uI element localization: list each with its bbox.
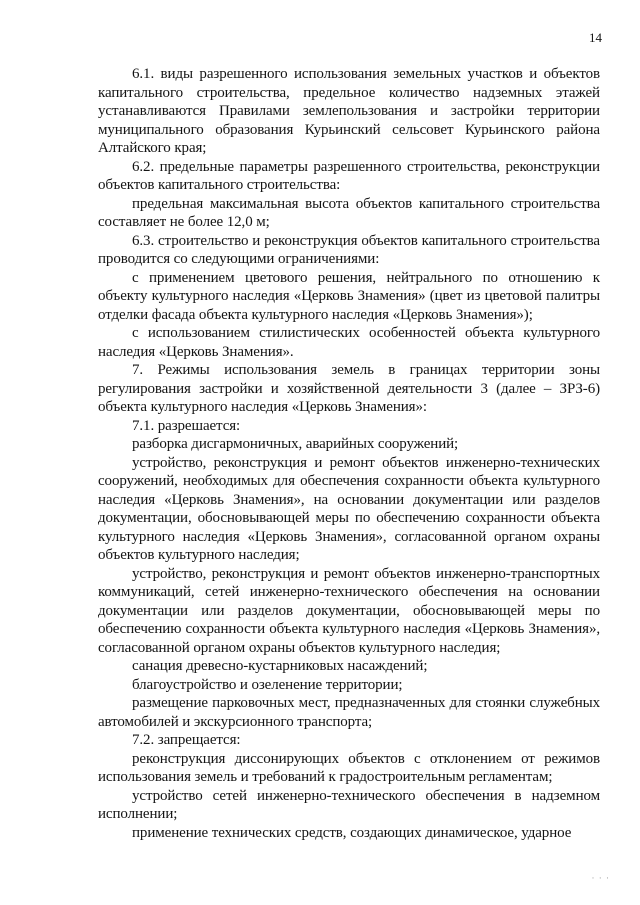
- paragraph-technical-means: применение технических средств, создающих динамическое, ударное: [132, 824, 572, 841]
- paragraph-6-1: 6.1. виды разрешенного использования земельных участков и объектов капитального строительства, предельное количество надземных этажей устанавливаются Правилами землепользования и застройки территории муниципального образования Курьинский сельсовет Курьинского района Алтайского края;: [98, 66, 600, 156]
- paragraph-engineering-structures: устройство, реконструкция и ремонт объектов инженерно-технических сооружений, необходимых для обеспечения сохранности объекта культурного наследия «Церковь Знамения», на основании документации или разделов документации, обосновывающей меры по обеспечению сохранности объекта культурного наследия «Церковь Знамения», согласованной органом охраны объектов культурного наследия;: [98, 454, 600, 563]
- paragraph-engineering-networks: устройство, реконструкция и ремонт объектов инженерно-транспортных коммуникаций, сетей инженерно-технического обеспечения на основании документации или разделов документации, обосновывающей меры по обеспечению сохранности объекта культурного наследия «Церковь Знамения», согласованной органом охраны объектов культурного наследия;: [98, 565, 600, 656]
- paragraph-6-3: 6.3. строительство и реконструкция объектов капитального строительства проводится со следующими ограничениями:: [98, 232, 600, 267]
- paragraph-disassembly: разборка дисгармоничных, аварийных сооружений;: [132, 436, 459, 452]
- paragraph-landscaping: благоустройство и озеленение территории;: [132, 676, 403, 693]
- paragraph-stylistic-features: с использованием стилистических особенностей объекта культурного наследия «Церковь Знамения».: [98, 325, 600, 360]
- paragraph-7-1: 7.1. разрешается:: [132, 417, 241, 434]
- paragraph-sanitation: санация древесно-кустарниковых насаждений;: [132, 658, 428, 674]
- paragraph-dissonant-objects: реконструкция диссонирующих объектов с отклонением от режимов использования земель и требований к градостроительным регламентам;: [98, 750, 600, 785]
- paragraph-color-solution: с применением цветового решения, нейтрального по отношению к объекту культурного наследия «Церковь Знамения» (цвет из цветовой палитры отделки фасада объекта культурного наследия «Церковь Знамения»);: [98, 269, 600, 323]
- paragraph-7-2: 7.2. запрещается:: [132, 732, 241, 748]
- paragraph-7: 7. Режимы использования земель в границах территории зоны регулирования застройки и хозяйственной деятельности 3 (далее – ЗРЗ-6) объекта культурного наследия «Церковь Знамения»:: [98, 362, 600, 415]
- paragraph-parking: размещение парковочных мест, предназначенных для стоянки служебных автомобилей и экскурсионного транспорта;: [98, 695, 600, 730]
- paragraph-6-2: 6.2. предельные параметры разрешенного строительства, реконструкции объектов капитального строительства:: [98, 158, 600, 193]
- page-number: 14: [589, 30, 602, 45]
- paragraph-above-ground-networks: устройство сетей инженерно-технического обеспечения в надземном исполнении;: [98, 787, 600, 822]
- scan-artifact: · · ·: [591, 873, 610, 883]
- document-body: [98, 65, 600, 842]
- paragraph-max-height: предельная максимальная высота объектов капитального строительства составляет не более 12,0 м;: [98, 195, 600, 230]
